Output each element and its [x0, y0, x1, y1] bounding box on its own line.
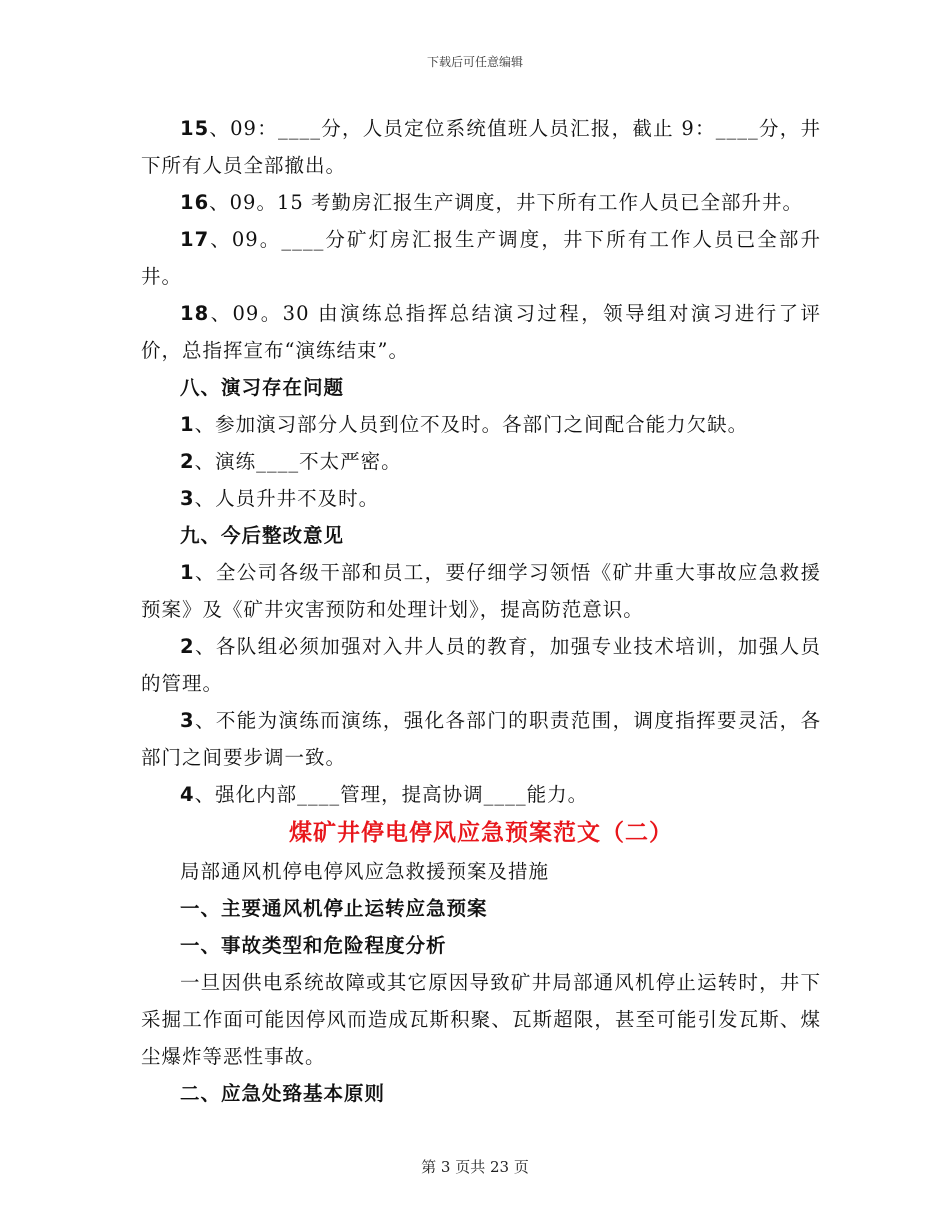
heading-emergency-principles: 二、应急处臵基本原则 [180, 1082, 386, 1105]
section-8-item-3 [141, 480, 821, 517]
item-number: 4 [180, 783, 195, 806]
item-number: 3 [180, 487, 195, 510]
page-header: 下载后可任意编辑 [426, 55, 523, 69]
item-text: 、不能为演练而演练，强化各部门的职责范围，调度指挥要灵活，各部门之间要步调一致。 [141, 709, 821, 769]
section-8-item-1 [141, 406, 821, 443]
paragraph-item-16 [141, 184, 821, 221]
item-number: 2 [180, 450, 195, 473]
document-subtitle: 局部通风机停电停风应急救援预案及措施 [180, 860, 550, 883]
section-9-item-3 [141, 702, 821, 776]
document-title: 煤矿井停电停风应急预案范文（二） [289, 820, 673, 846]
item-number: 1 [180, 561, 195, 584]
paragraph-item-15 [141, 110, 821, 184]
item-number: 15 [180, 117, 210, 140]
item-text: 、演练____不太严密。 [194, 450, 402, 473]
section-9-item-4 [141, 776, 821, 813]
item-text: 、09。____分矿灯房汇报生产调度，井下所有工作人员已全部升井。 [141, 228, 821, 288]
heading-main-fan-stop: 一、主要通风机停止运转应急预案 [180, 897, 488, 920]
section-9-item-1 [141, 554, 821, 628]
item-number: 3 [180, 709, 195, 732]
item-text: 、全公司各级干部和员工，要仔细学习领悟《矿井重大事故应急救援预案》及《矿井灾害预防和处理计划》，提高防范意识。 [141, 561, 821, 621]
item-number: 17 [180, 228, 210, 251]
item-text: 、09。30 由演练总指挥总结演习过程，领导组对演习进行了评价，总指挥宣布“演练结束”。 [141, 302, 821, 362]
item-text: 、强化内部____管理，提高协调____能力。 [194, 783, 589, 806]
heading-accident-analysis: 一、事故类型和危险程度分析 [180, 934, 447, 957]
paragraph-item-18 [141, 295, 821, 369]
section-8-heading: 八、演习存在问题 [180, 376, 345, 399]
item-text: 、人员升井不及时。 [194, 487, 380, 510]
item-number: 1 [180, 413, 195, 436]
paragraph-item-17 [141, 221, 821, 295]
item-text: 、参加演习部分人员到位不及时。各部门之间配合能力欠缺。 [194, 413, 749, 436]
section-9-item-2 [141, 628, 821, 702]
paragraph-accident-analysis: 一旦因供电系统故障或其它原因导致矿井局部通风机停止运转时，井下采掘工作面可能因停风而造成瓦斯积聚、瓦斯超限，甚至可能引发瓦斯、煤尘爆炸等恶性事故。 [141, 971, 821, 1068]
item-text: 、09：____分，人员定位系统值班人员汇报，截止 9：____分，井下所有人员全部撤出。 [141, 117, 821, 177]
item-text: 、各队组必须加强对入井人员的教育，加强专业技术培训，加强人员的管理。 [141, 635, 821, 695]
section-8-item-2 [141, 443, 821, 480]
item-text: 、09。15 考勤房汇报生产调度，井下所有工作人员已全部升井。 [209, 191, 803, 214]
section-9-heading: 九、今后整改意见 [180, 524, 345, 547]
item-number: 16 [180, 191, 210, 214]
page-footer: 第 3 页共 23 页 [421, 1158, 529, 1176]
item-number: 2 [180, 635, 195, 658]
document-body [141, 110, 821, 1112]
item-number: 18 [180, 302, 210, 325]
